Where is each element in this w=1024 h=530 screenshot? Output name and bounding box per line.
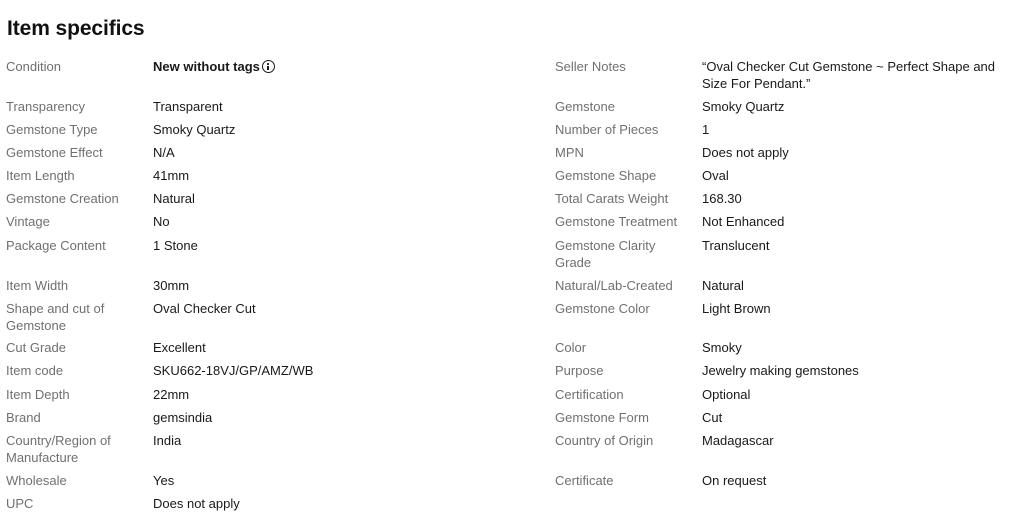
info-icon[interactable] [262, 60, 275, 73]
spec-label: Color [555, 340, 587, 355]
spec-label: Cut Grade [6, 340, 66, 355]
spec-label: Certification [555, 387, 624, 402]
spec-label: Certificate [555, 473, 614, 488]
spec-label: Condition [6, 59, 61, 74]
spec-value: gemsindia [153, 410, 213, 425]
spec-label: Brand [6, 410, 41, 425]
spec-label: Package Content [6, 238, 106, 253]
spec-label: Seller Notes [555, 59, 626, 74]
spec-value: No [153, 214, 170, 229]
spec-value: Does not apply [702, 145, 789, 160]
spec-value: 30mm [153, 278, 190, 293]
spec-value: Light Brown [702, 301, 771, 316]
spec-label: Gemstone Creation [6, 191, 119, 206]
spec-value: Cut [702, 410, 723, 425]
spec-value: Not Enhanced [702, 214, 785, 229]
spec-value: SKU662-18VJ/GP/AMZ/WB [153, 363, 314, 378]
spec-label: Purpose [555, 363, 604, 378]
spec-label: Gemstone Type [6, 122, 98, 137]
spec-label: Total Carats Weight [555, 191, 669, 206]
spec-value: Transparent [153, 99, 223, 114]
spec-value: On request [702, 473, 767, 488]
spec-label: UPC [6, 496, 34, 511]
spec-value: Smoky Quartz [153, 122, 236, 137]
spec-label: Number of Pieces [555, 122, 659, 137]
spec-value: 1 [702, 122, 710, 137]
spec-value: Optional [702, 387, 751, 402]
spec-value: Smoky Quartz [702, 99, 785, 114]
spec-label: Vintage [6, 214, 50, 229]
spec-value: Does not apply [153, 496, 240, 511]
spec-label: Item Length [6, 168, 75, 183]
spec-label: Transparency [6, 99, 85, 114]
spec-label: Gemstone Clarity Grade [555, 238, 656, 270]
spec-value: Translucent [702, 238, 770, 253]
spec-value: 22mm [153, 387, 190, 402]
seller-notes-value: “Oval Checker Cut Gemstone ~ Perfect Shape and Size For Pendant.” [702, 59, 996, 91]
spec-label: Natural/Lab-Created [555, 278, 673, 293]
spec-value: Madagascar [702, 433, 774, 448]
spec-label: Gemstone Form [555, 410, 649, 425]
spec-label: Wholesale [6, 473, 67, 488]
spec-label: Gemstone Effect [6, 145, 103, 160]
spec-value: Oval Checker Cut [153, 301, 256, 316]
spec-value: Smoky [702, 340, 742, 355]
spec-value: Jewelry making gemstones [702, 363, 859, 378]
spec-value: 41mm [153, 168, 190, 183]
spec-value: Yes [153, 473, 175, 488]
spec-label: Country/Region of Manufacture [6, 433, 111, 465]
spec-value: Natural [153, 191, 195, 206]
spec-value: Excellent [153, 340, 206, 355]
section-title: Item specifics [7, 17, 145, 40]
spec-label: Gemstone Treatment [555, 214, 678, 229]
spec-label: Country of Origin [555, 433, 654, 448]
spec-value: Natural [702, 278, 744, 293]
spec-value: 1 Stone [153, 238, 198, 253]
spec-label: MPN [555, 145, 584, 160]
spec-label: Shape and cut of Gemstone [6, 301, 105, 333]
spec-value: India [153, 433, 182, 448]
spec-label: Gemstone [555, 99, 615, 114]
spec-value: Oval [702, 168, 729, 183]
spec-label: Gemstone Color [555, 301, 650, 316]
spec-value: N/A [153, 145, 175, 160]
spec-label: Item code [6, 363, 64, 378]
spec-label: Gemstone Shape [555, 168, 657, 183]
condition-value: New without tags [153, 59, 260, 74]
left-specs-column [6, 0, 526, 530]
spec-value: 168.30 [702, 191, 742, 206]
spec-label: Item Depth [6, 387, 70, 402]
spec-value [153, 59, 513, 76]
spec-label: Item Width [6, 278, 69, 293]
right-specs-column [555, 0, 1020, 530]
